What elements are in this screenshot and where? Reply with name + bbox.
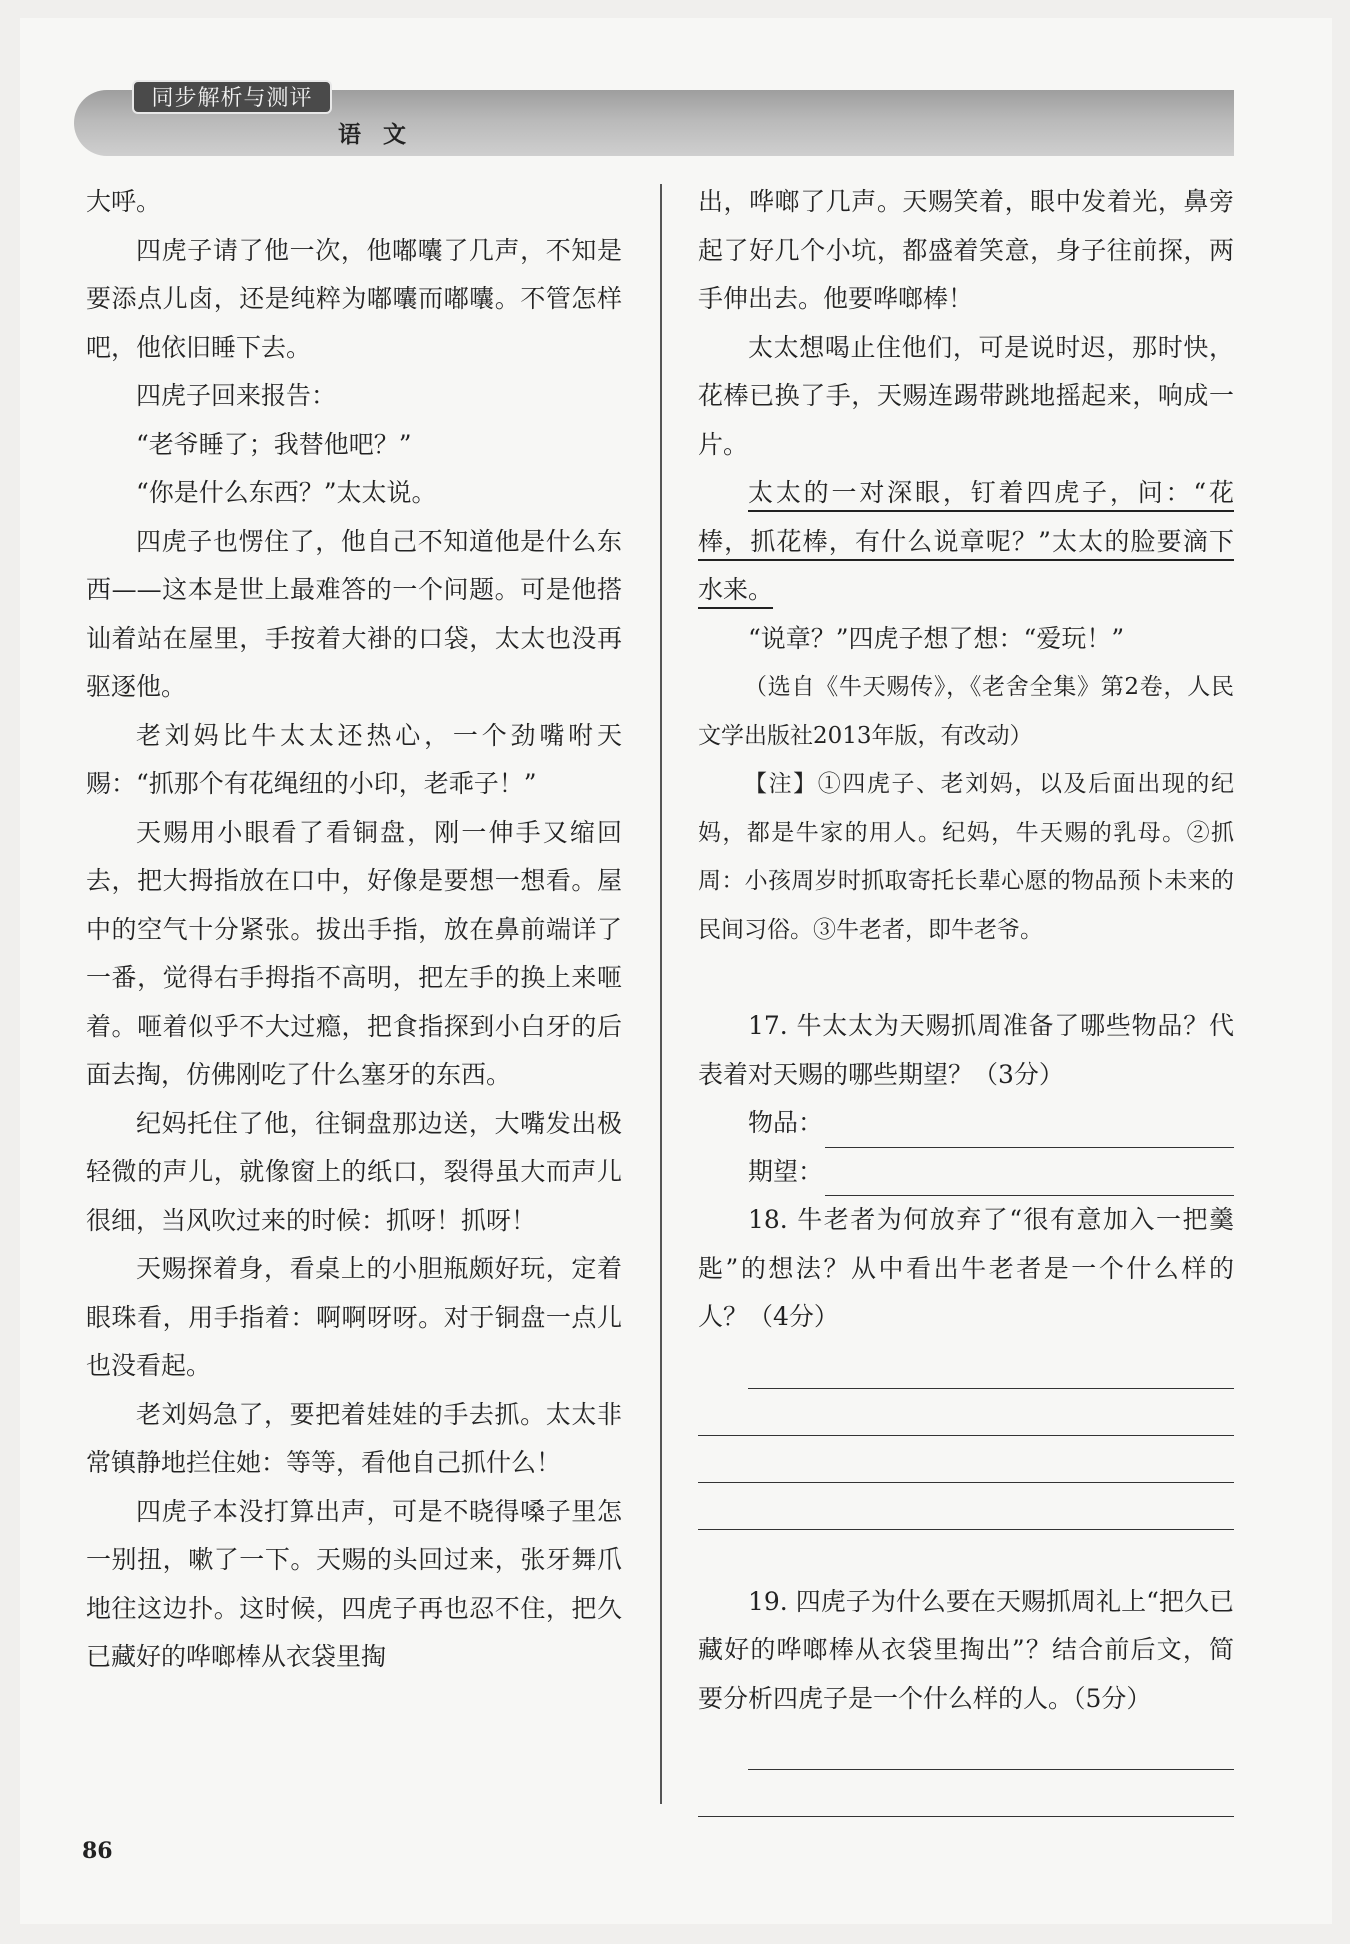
paragraph: 老刘妈比牛太太还热心，一个劲嘴咐天赐：“抓那个有花绳纽的小印，老乖子！” [86,720,622,798]
paragraph: 太太想喝止住他们，可是说时迟，那时快，花棒已换了手，天赐连踢带跳地摇起来，响成一片。 [698,332,1234,459]
question-17: 17. 牛太太为天赐抓周准备了哪些物品？代表着对天赐的哪些期望？（3分） [698,1011,1234,1089]
paragraph: 四虎子回来报告： [136,381,337,410]
q17-items-field[interactable] [698,1099,1234,1148]
spacer [698,1530,1234,1578]
column-divider [660,184,662,1804]
right-column [698,178,1234,1817]
answer-line[interactable] [698,1389,1234,1436]
underlined-text: 太太的一对深眼，钉着四虎子，问：“花棒，抓花棒，有什么说章呢？”太太的脸要滴下水来。 [698,478,1234,604]
underlined-paragraph [698,469,1234,615]
paragraph: “老爷睡了；我替他吧？” [136,429,412,459]
answer-line[interactable] [698,1770,1234,1817]
answer-line[interactable] [748,1723,1234,1770]
paragraph: 大呼。 [86,187,162,216]
q17-items-label: 物品： [748,1108,824,1137]
q17-hope-field[interactable] [698,1148,1234,1197]
source-citation: （选自《牛天赐传》，《老舍全集》第2卷，人民文学出版社2013年版，有改动） [698,674,1234,749]
paragraph: 四虎子本没打算出声，可是不晓得嗓子里怎一别扭，嗽了一下。天赐的头回过来，张牙舞爪地往这边扑。这时候，四虎子再也忍不住，把久已藏好的哗啷棒从衣袋里掏 [86,1496,622,1671]
paragraph: 出，哗啷了几声。天赐笑着，眼中发着光，鼻旁起了好几个小坑，都盛着笑意，身子往前探，两手伸出去。他要哗啷棒！ [698,187,1234,313]
question-19: 19. 四虎子为什么要在天赐抓周礼上“把久已藏好的哗啷棒从衣袋里掏出”？结合前后文，简要分析四虎子是一个什么样的人。（5分） [698,1586,1234,1713]
paragraph: 老刘妈急了，要把着娃娃的手去抓。太太非常镇静地拦住她：等等，看他自己抓什么！ [86,1399,622,1477]
spacer [698,954,1234,1002]
page-number: 86 [82,1838,113,1864]
answer-line[interactable] [825,1111,1234,1148]
answer-line[interactable] [748,1342,1234,1389]
paragraph: “你是什么东西？”太太说。 [136,478,437,507]
paragraph: 天赐用小眼看了看铜盘，刚一伸手又缩回去，把大拇指放在口中，好像是要想一想看。屋中的空气十分紧张。拔出手指，放在鼻前端详了一番，觉得右手拇指不高明，把左手的换上来咂着。咂着似乎不大过瘾，把食指探到小白牙的后面去掏，仿佛刚吃了什么塞牙的东西。 [86,817,622,1089]
series-title: 同步解析与测评 [132,80,332,114]
q17-hope-label: 期望： [748,1156,824,1186]
subject-label: 语文 [338,122,428,148]
footnote: 【注】①四虎子、老刘妈，以及后面出现的纪妈，都是牛家的用人。纪妈，牛天赐的乳母。②抓周：小孩周岁时抓取寄托长辈心愿的物品预卜未来的民间习俗。③牛老者，即牛老爷。 [698,771,1234,943]
answer-line[interactable] [698,1483,1234,1530]
paragraph: 四虎子请了他一次，他嘟囔了几声，不知是要添点儿卤，还是纯粹为嘟囔而嘟囔。不管怎样吧，他依旧睡下去。 [86,235,622,362]
question-18: 18. 牛老者为何放弃了“很有意加入一把羹匙”的想法？从中看出牛老者是一个什么样的人？（4分） [698,1205,1234,1331]
paragraph: 四虎子也愣住了，他自己不知道他是什么东西——这本是世上最难答的一个问题。可是他搭讪着站在屋里，手按着大褂的口袋，太太也没再驱逐他。 [86,526,622,701]
answer-line[interactable] [825,1159,1234,1196]
paragraph: 天赐探着身，看桌上的小胆瓶颇好玩，定着眼珠看，用手指着：啊啊呀呀。对于铜盘一点儿也没看起。 [86,1254,622,1380]
paragraph: “说章？”四虎子想了想：“爱玩！” [748,623,1125,653]
paragraph: 纪妈托住了他，往铜盘那边送，大嘴发出极轻微的声儿，就像窗上的纸口，裂得虽大而声儿很细，当风吹过来的时候：抓呀！抓呀！ [86,1108,622,1235]
left-column [86,178,622,1682]
answer-line[interactable] [698,1436,1234,1483]
